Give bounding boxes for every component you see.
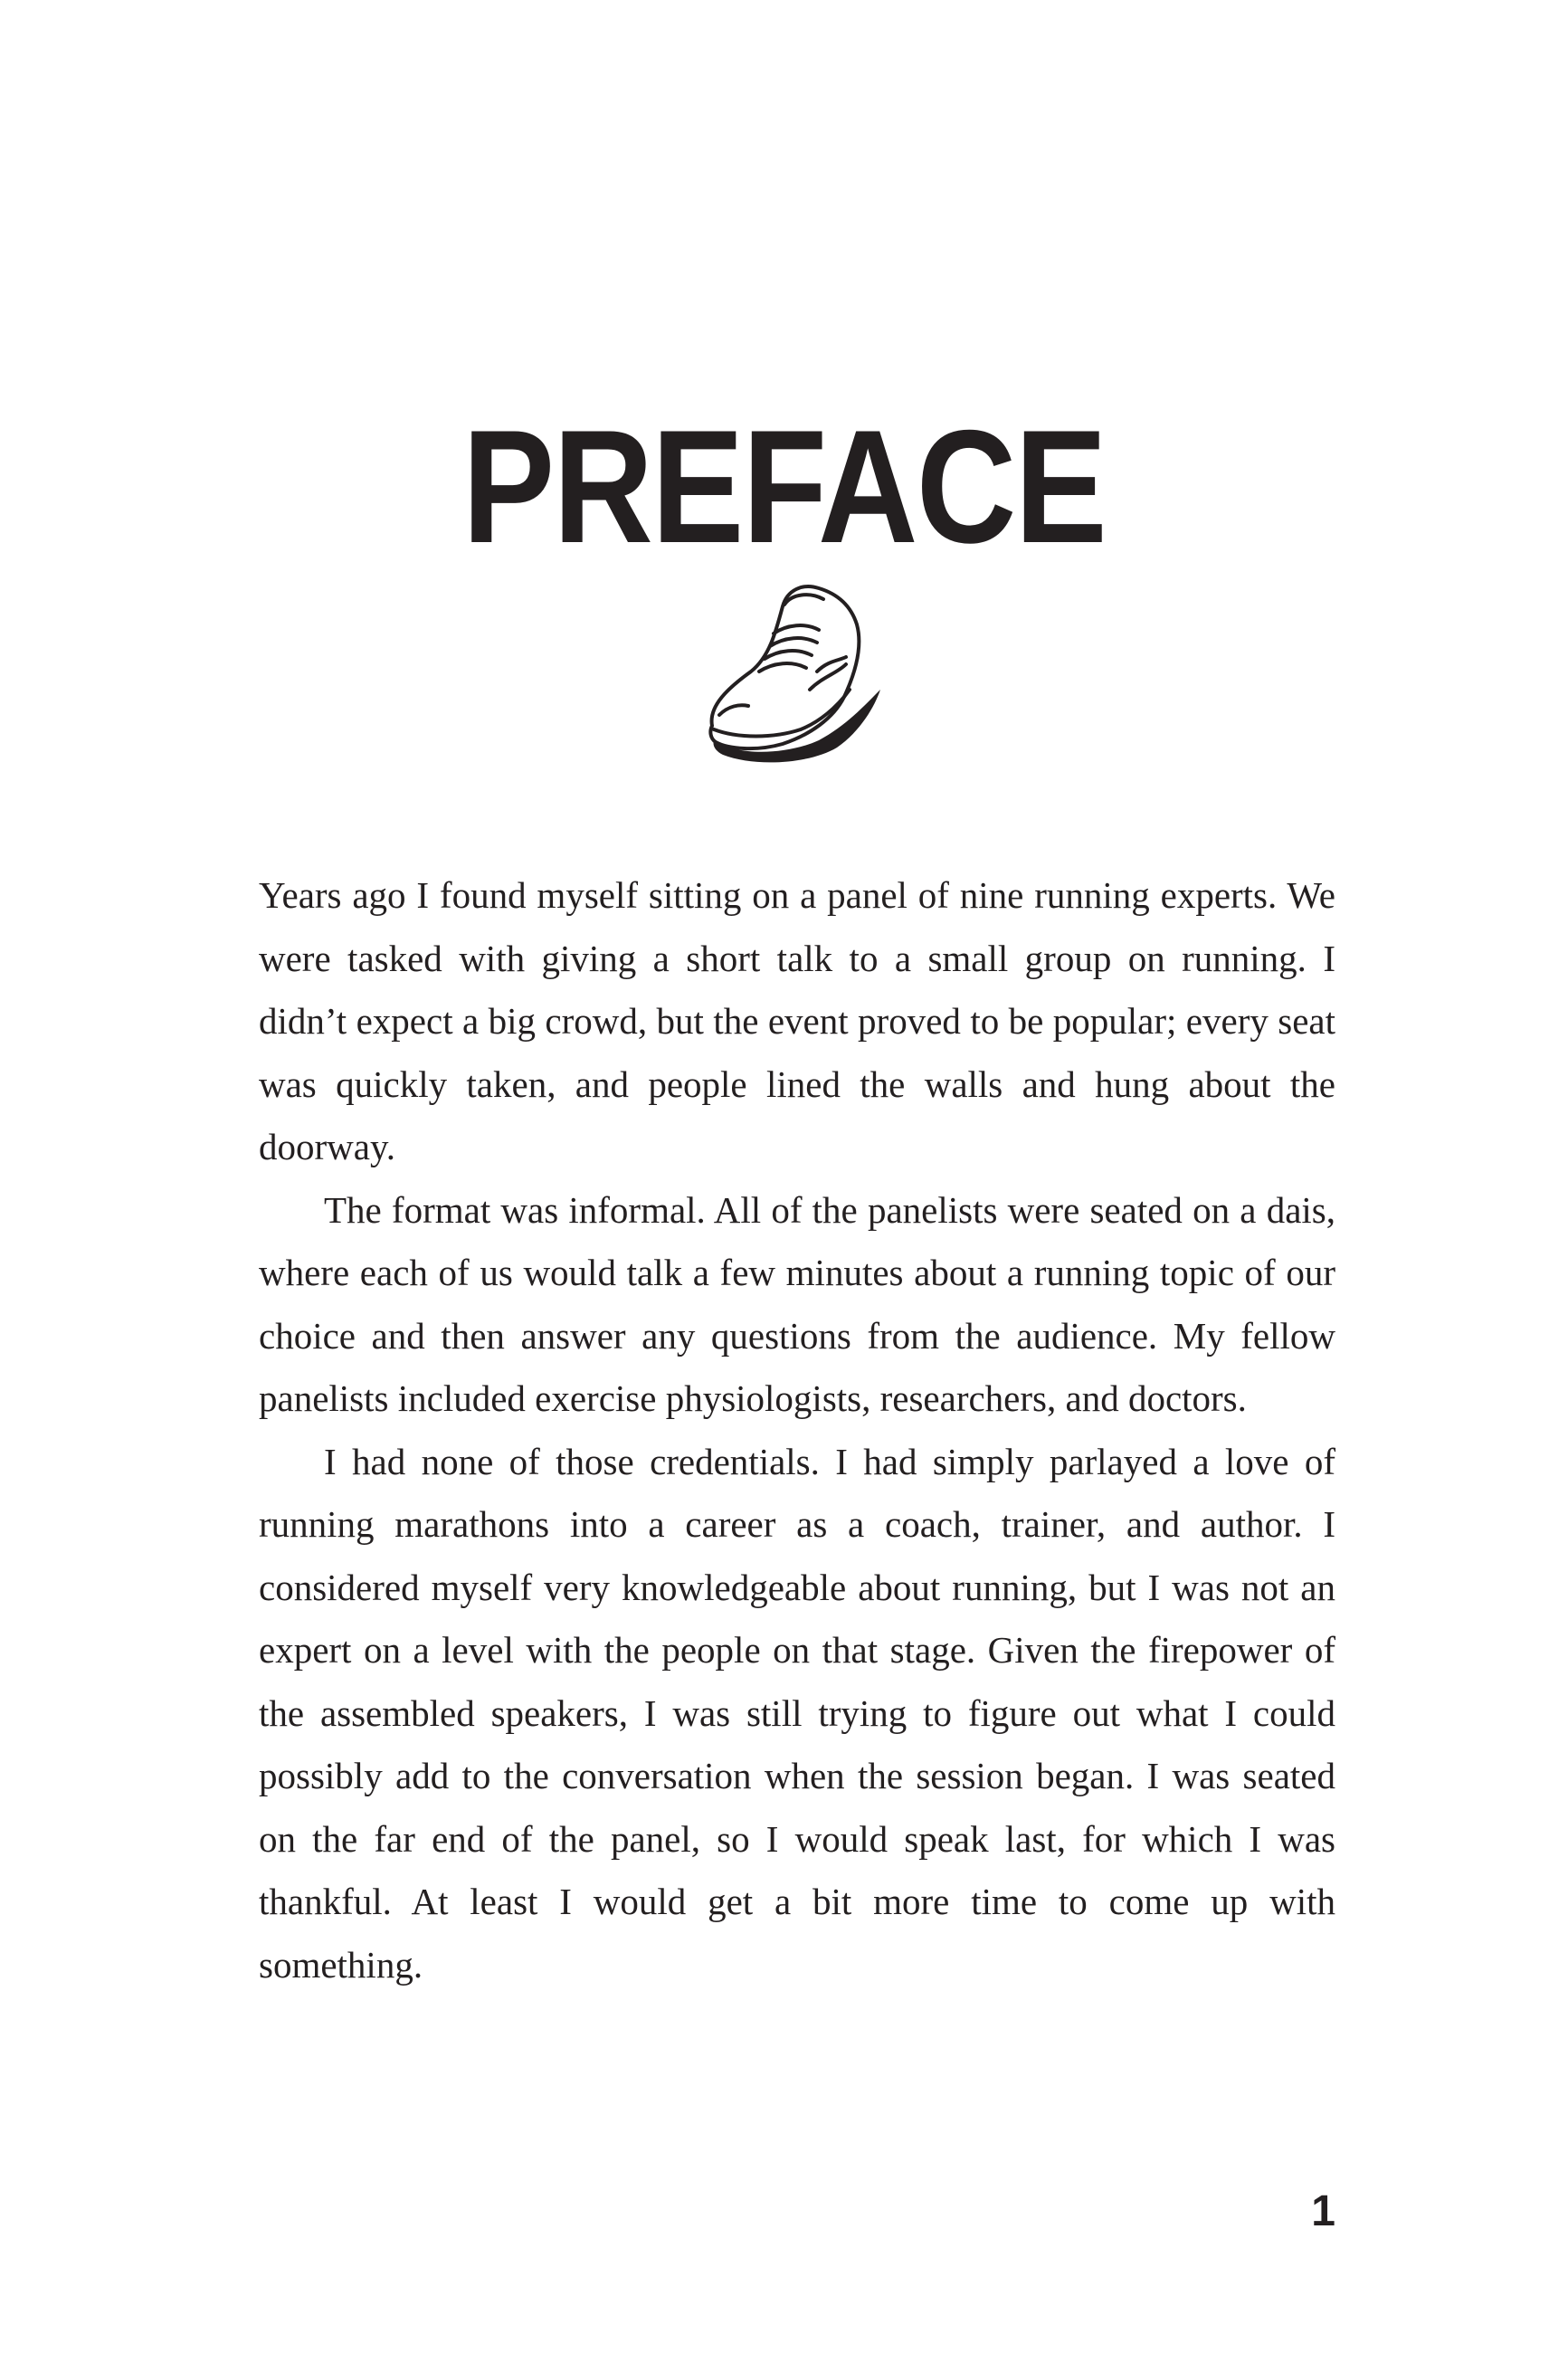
chapter-title: PREFACE	[461, 396, 1106, 577]
paragraph-2: The format was informal. All of the panelists were seated on a dais, where each of us would talk a few minutes about a running topic of our choice and then answer any questions from the audience. My fellow panelists included exercise physiologists, researchers, and doctors.	[259, 1188, 1335, 1419]
page-number: 1	[1311, 2187, 1335, 2235]
running-shoe-icon	[701, 570, 882, 769]
body-text	[259, 864, 1335, 1996]
paragraph-3: I had none of those credentials. I had simply parlayed a love of running marathons into a career as a coach, trainer, and author. I considered myself very knowledgeable about running, but I was not an expert on a level with the people on that stage. Given the firepower of the assembled speakers, I was still trying to figure out what I could possibly add to the conversation when the session began. I was seated on the far end of the panel, so I would speak last, for which I was thankful. At least I would get a bit more time to come up with something.	[259, 1440, 1335, 1986]
paragraph-1: Years ago I found myself sitting on a panel of nine running experts. We were tasked with giving a short talk to a small group on running. I didn’t expect a big crowd, but the event proved to be popular; every seat was quickly taken, and people lined the walls and hung about the doorway.	[259, 874, 1335, 1167]
